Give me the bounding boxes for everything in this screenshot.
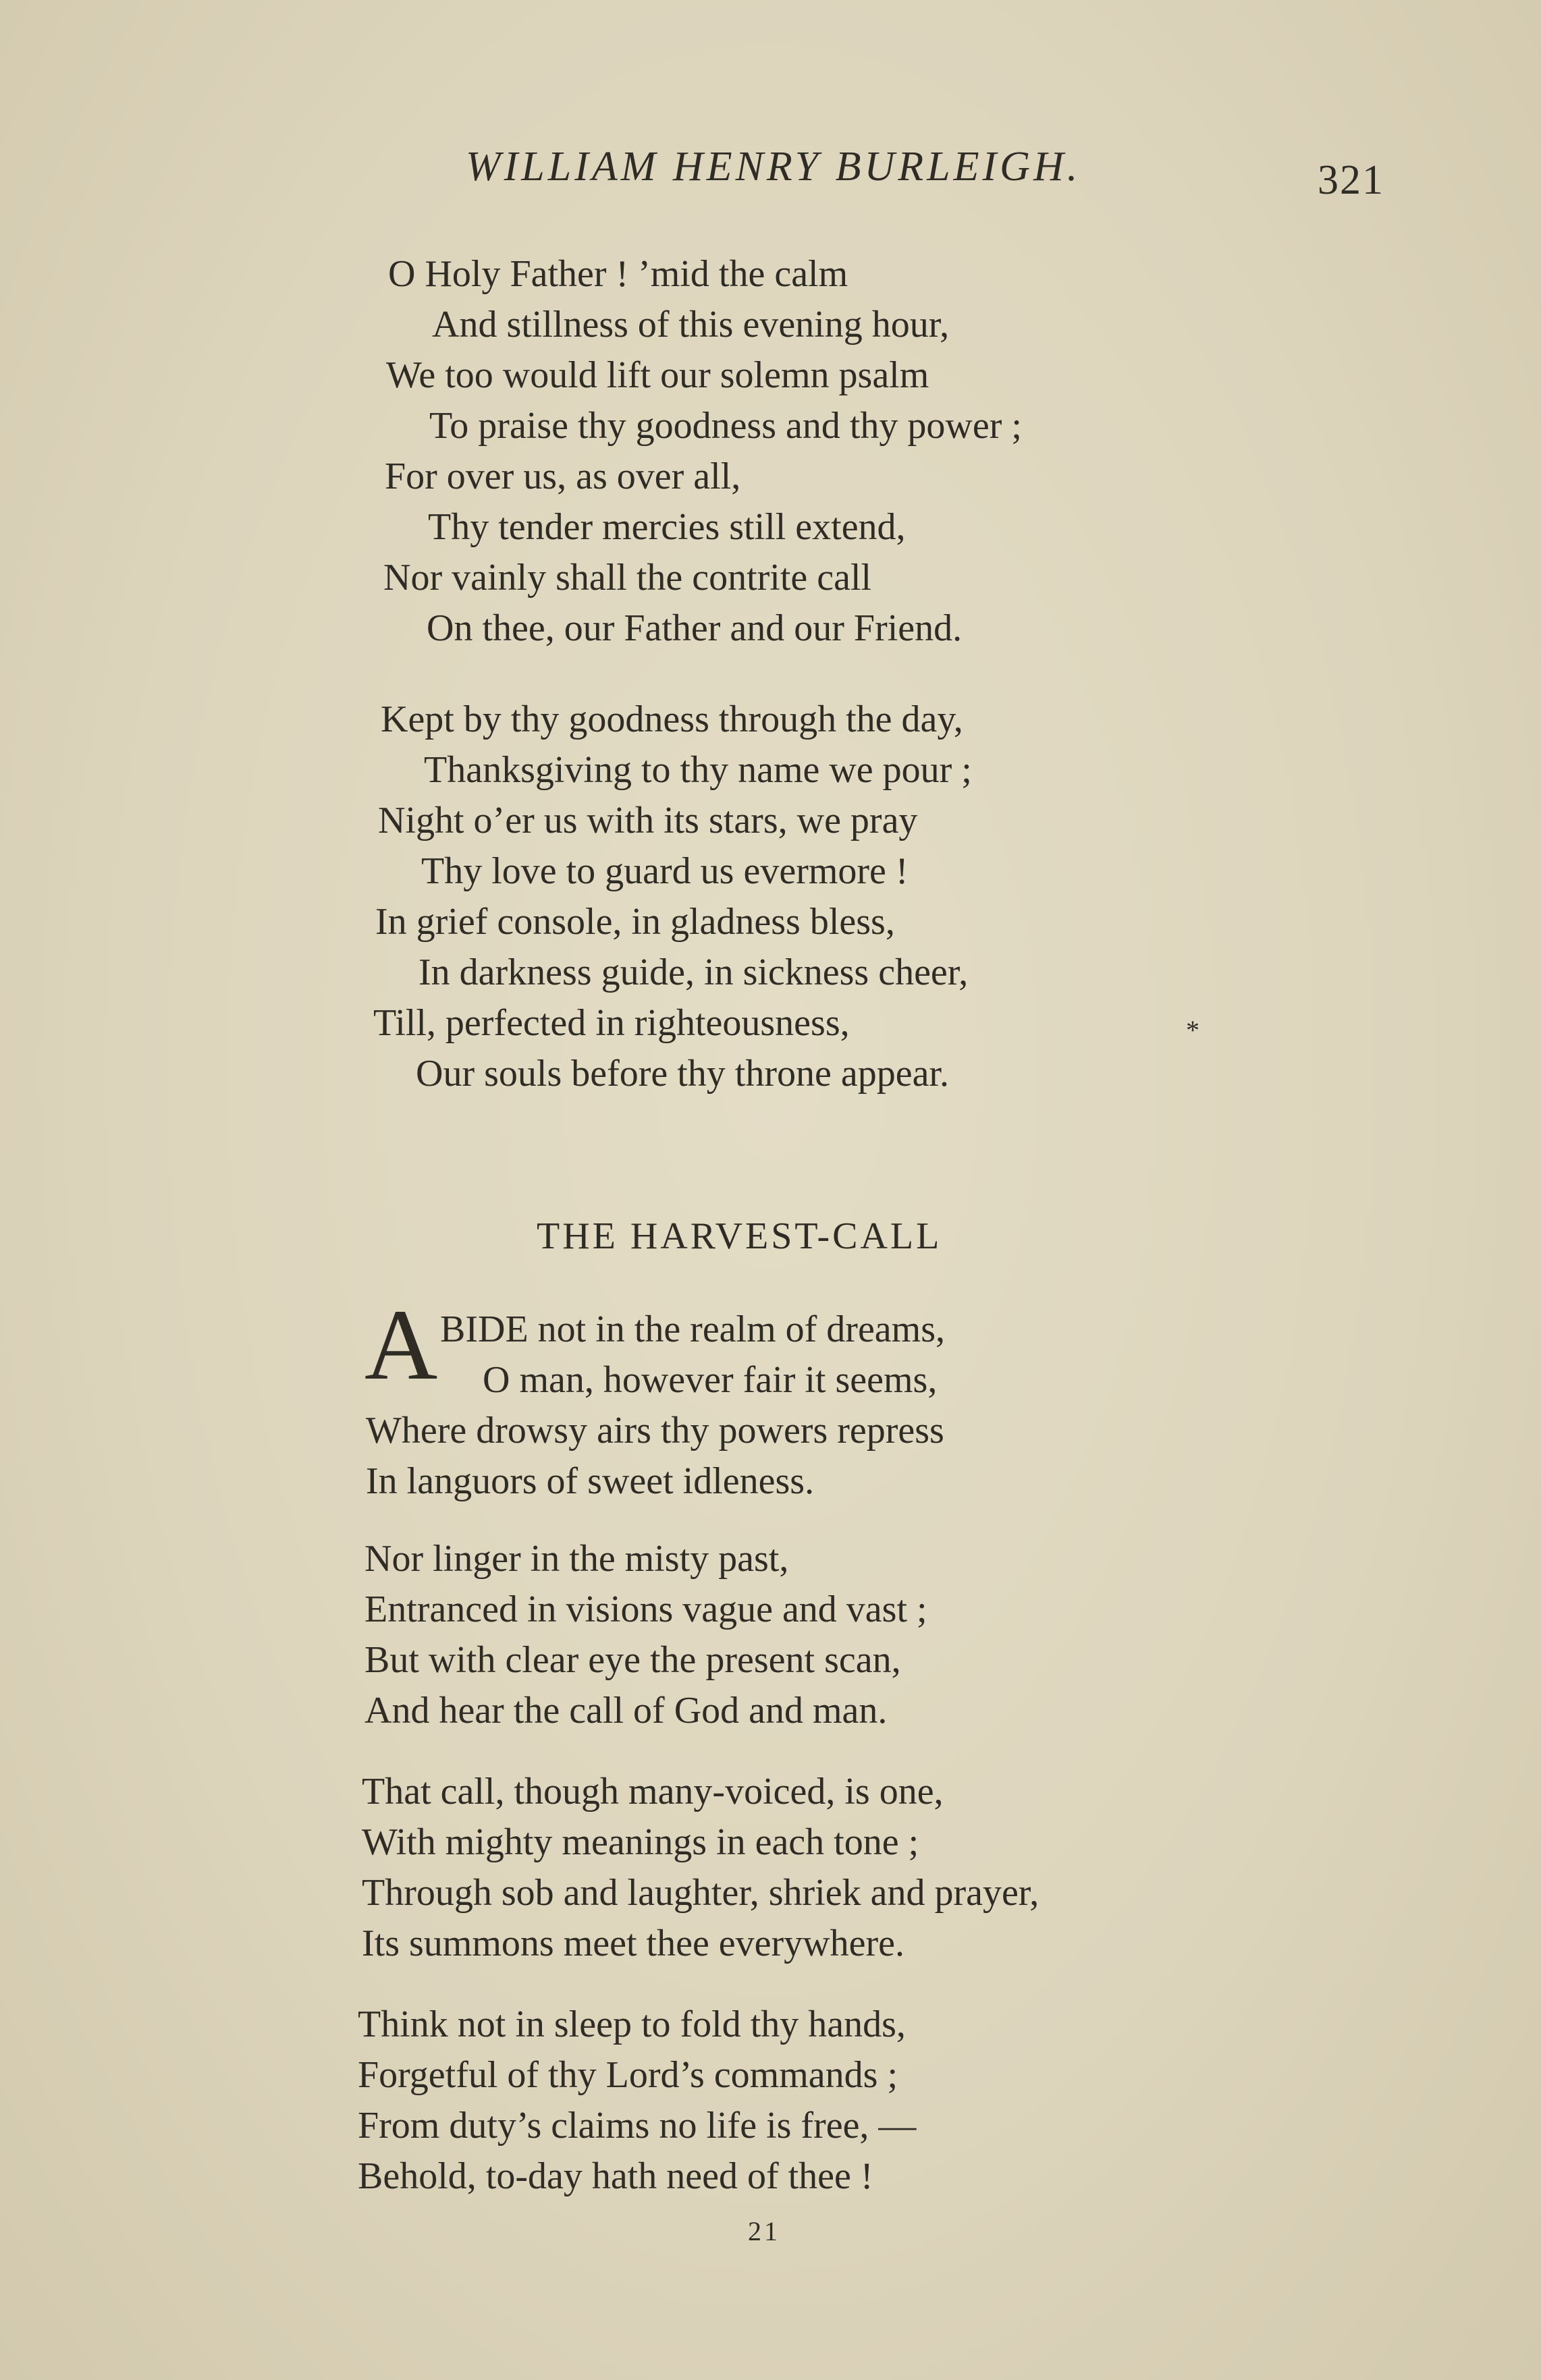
verse-line: And hear the call of God and man.	[364, 1690, 888, 1732]
verse-line: Think not in sleep to fold thy hands,	[358, 2003, 906, 2045]
verse-line: Thanksgiving to thy name we pour ;	[424, 749, 972, 791]
verse-line: BIDE not in the realm of dreams,	[440, 1308, 946, 1350]
stray-mark: *	[1186, 1015, 1199, 1045]
verse-line: But with clear eye the present scan,	[364, 1639, 901, 1681]
verse-line: Thy tender mercies still extend,	[428, 506, 906, 548]
verse-line: In darkness guide, in sickness cheer,	[418, 951, 969, 993]
verse-line: In grief console, in gladness bless,	[375, 901, 895, 943]
verse-line: And stillness of this evening hour,	[432, 304, 950, 345]
running-head: WILLIAM HENRY BURLEIGH.	[466, 144, 1081, 190]
verse-line: On thee, our Father and our Friend.	[427, 607, 963, 649]
verse-line: O Holy Father ! ’mid the calm	[388, 253, 848, 295]
verse-line: Its summons meet thee everywhere.	[362, 1922, 904, 1964]
verse-line: Nor vainly shall the contrite call	[383, 557, 872, 599]
verse-line: We too would lift our solemn psalm	[386, 354, 929, 396]
verse-line: Nor linger in the misty past,	[364, 1538, 789, 1580]
verse-line: Night o’er us with its stars, we pray	[378, 800, 918, 841]
verse-line: For over us, as over all,	[385, 455, 741, 497]
verse-line: Through sob and laughter, shriek and prayer,	[362, 1872, 1039, 1914]
verse-line: Where drowsy airs thy powers repress	[366, 1410, 944, 1451]
verse-line: That call, though many-voiced, is one,	[362, 1771, 944, 1812]
verse-line: Our souls before thy throne appear.	[416, 1053, 949, 1095]
verse-line: With mighty meanings in each tone ;	[362, 1821, 919, 1863]
verse-line: Forgetful of thy Lord’s commands ;	[358, 2054, 898, 2096]
verse-line: Thy love to guard us evermore !	[421, 850, 909, 892]
drop-cap: A	[364, 1289, 438, 1401]
signature-mark: 21	[748, 2216, 780, 2246]
verse-line: O man, however fair it seems,	[483, 1359, 938, 1401]
verse-line: Till, perfected in righteousness,	[373, 1002, 850, 1044]
verse-line: To praise thy goodness and thy power ;	[429, 405, 1022, 447]
verse-line: Kept by thy goodness through the day,	[381, 698, 963, 740]
verse-line: From duty’s claims no life is free, —	[358, 2105, 917, 2147]
verse-line: Entranced in visions vague and vast ;	[364, 1588, 927, 1630]
page-number: 321	[1318, 157, 1384, 203]
verse-line: Behold, to-day hath need of thee !	[358, 2155, 873, 2197]
poem-title: THE HARVEST-CALL	[537, 1215, 942, 1257]
verse-line: In languors of sweet idleness.	[366, 1460, 815, 1502]
